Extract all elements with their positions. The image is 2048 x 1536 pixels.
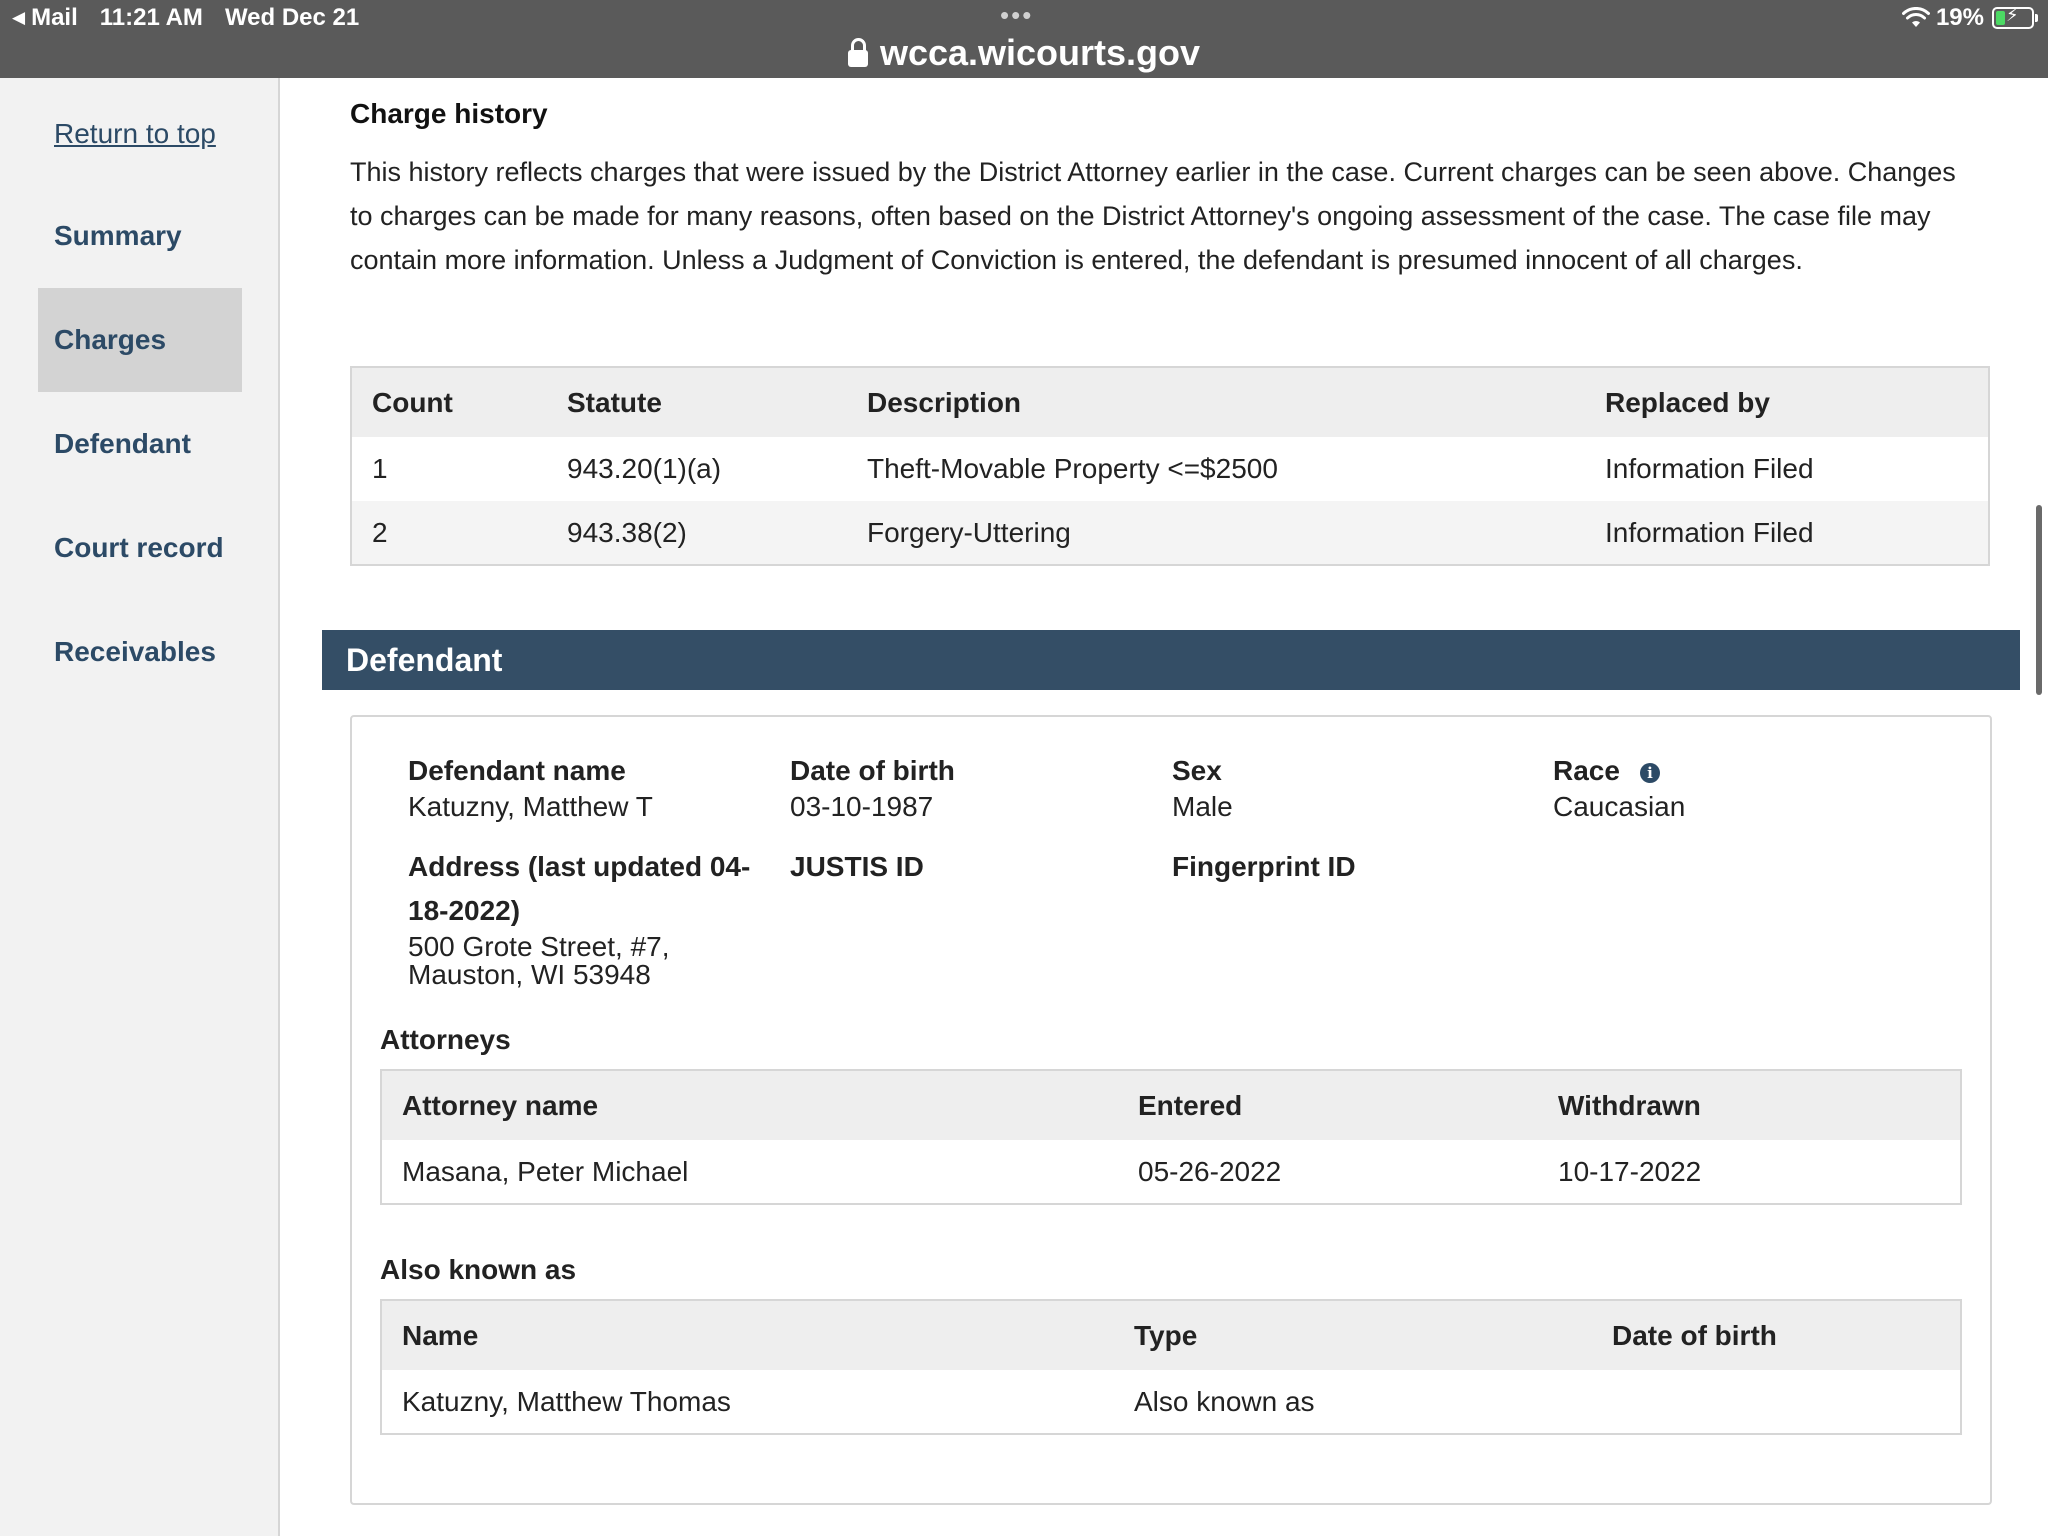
address-line-2: Mauston, WI 53948 [408,959,651,990]
fingerprint-id-field [1172,845,1356,889]
table-header-row [381,1300,1961,1370]
column-header: Date of birth [1592,1300,1961,1370]
race-field [1553,749,1685,821]
wifi-icon [1902,7,1930,29]
table-header-row [351,367,1989,437]
aka-table [380,1299,1962,1435]
address-label: Address (last updated 04- 18-2022) [408,851,751,926]
sidebar-item-receivables[interactable]: Receivables [54,636,216,667]
charge-replaced-by: Information Filed [1605,453,1814,484]
address-line-1: 500 Grote Street, #7, [408,931,670,962]
column-header: Replaced by [1585,367,1989,437]
status-date: Wed Dec 21 [224,4,360,31]
sidebar-nav [0,78,280,1536]
attorney-entered: 05-26-2022 [1138,1155,1282,1187]
attorneys-table [380,1069,1962,1205]
sex-label: Sex [1172,755,1222,786]
sex-field [1172,749,1233,821]
aka-title: Also known as [380,1254,577,1285]
lock-icon [848,50,868,67]
charge-count: 2 [351,501,547,565]
column-header: Withdrawn [1538,1070,1961,1140]
column-header: Entered [1118,1070,1538,1140]
justis-id-label: JUSTIS ID [790,851,924,882]
aka-name: Katuzny, Matthew Thomas [402,1385,731,1417]
table-row [381,1370,1961,1434]
attorney-withdrawn: 10-17-2022 [1558,1155,1702,1187]
info-icon[interactable]: i [1640,763,1660,783]
return-to-top-link[interactable]: Return to top [54,118,216,149]
battery-icon: ⚡ [1992,7,2034,29]
charge-description: Forgery-Uttering [847,501,1585,565]
sidebar-item-defendant[interactable]: Defendant [54,428,191,459]
dob-label: Date of birth [790,755,955,786]
race-label: Race [1553,755,1620,786]
address-bar[interactable] [0,32,2048,74]
status-bar [0,0,2048,78]
defendant-name-value: Katuzny, Matthew T [408,791,653,822]
fingerprint-id-label: Fingerprint ID [1172,851,1356,882]
charge-statute: 943.38(2) [547,501,847,565]
multitasking-dots-icon[interactable]: ••• [1000,0,1034,30]
charge-history-title: Charge history [350,98,548,129]
status-time: 11:21 AM [99,4,203,31]
status-right [1902,4,2034,32]
url-text: wcca.wicourts.gov [879,32,1201,73]
status-left [12,4,381,32]
dob-value: 03-10-1987 [790,791,934,822]
scrollbar-thumb[interactable] [2036,505,2042,695]
charge-count: 1 [372,453,388,484]
attorneys-title: Attorneys [380,1024,511,1055]
charge-history-description: This history reflects charges that were issued by the District Attorney earlier in the case. Current charges can be seen above. Changes to charges can be made for many reasons, often based on the District Attorney's ongoing assessment of the case. The case file may contain more information. Unless a Judgment of Conviction is entered, the defendant is presumed innocent of all charges. [350,157,1956,275]
back-arrow-icon[interactable]: ◀ [12,8,26,27]
column-header: Attorney name [381,1070,1118,1140]
charge-replaced-by: Information Filed [1585,501,1989,565]
table-row [351,437,1989,501]
column-header: Name [381,1300,1114,1370]
column-header: Description [847,367,1585,437]
table-row [351,501,1989,565]
aka-type: Also known as [1134,1385,1315,1417]
defendant-name-label: Defendant name [408,755,626,786]
table-header-row [381,1070,1961,1140]
defendant-name-field [408,749,653,821]
table-row [381,1140,1961,1204]
column-header: Count [351,367,547,437]
justis-id-field [790,845,924,889]
charge-statute: 943.20(1)(a) [567,453,722,484]
race-value: Caucasian [1553,791,1686,822]
aka-dob [1592,1370,1961,1434]
charge-description: Theft-Movable Property <=$2500 [867,453,1278,484]
charge-history-table [350,366,1990,566]
defendant-card [350,715,1992,1505]
address-field [408,845,768,989]
column-header: Statute [547,367,847,437]
sex-value: Male [1172,791,1233,822]
column-header: Type [1114,1300,1592,1370]
sidebar-item-summary[interactable]: Summary [54,220,182,251]
defendant-section-header: Defendant [322,630,2020,690]
sidebar-item-court-record[interactable]: Court record [54,532,224,563]
dob-field [790,749,955,821]
sidebar-item-charges[interactable]: Charges [38,288,242,392]
back-app-label[interactable]: Mail [31,4,78,31]
attorney-name: Masana, Peter Michael [402,1155,689,1187]
battery-percent: 19% [1935,4,1984,31]
